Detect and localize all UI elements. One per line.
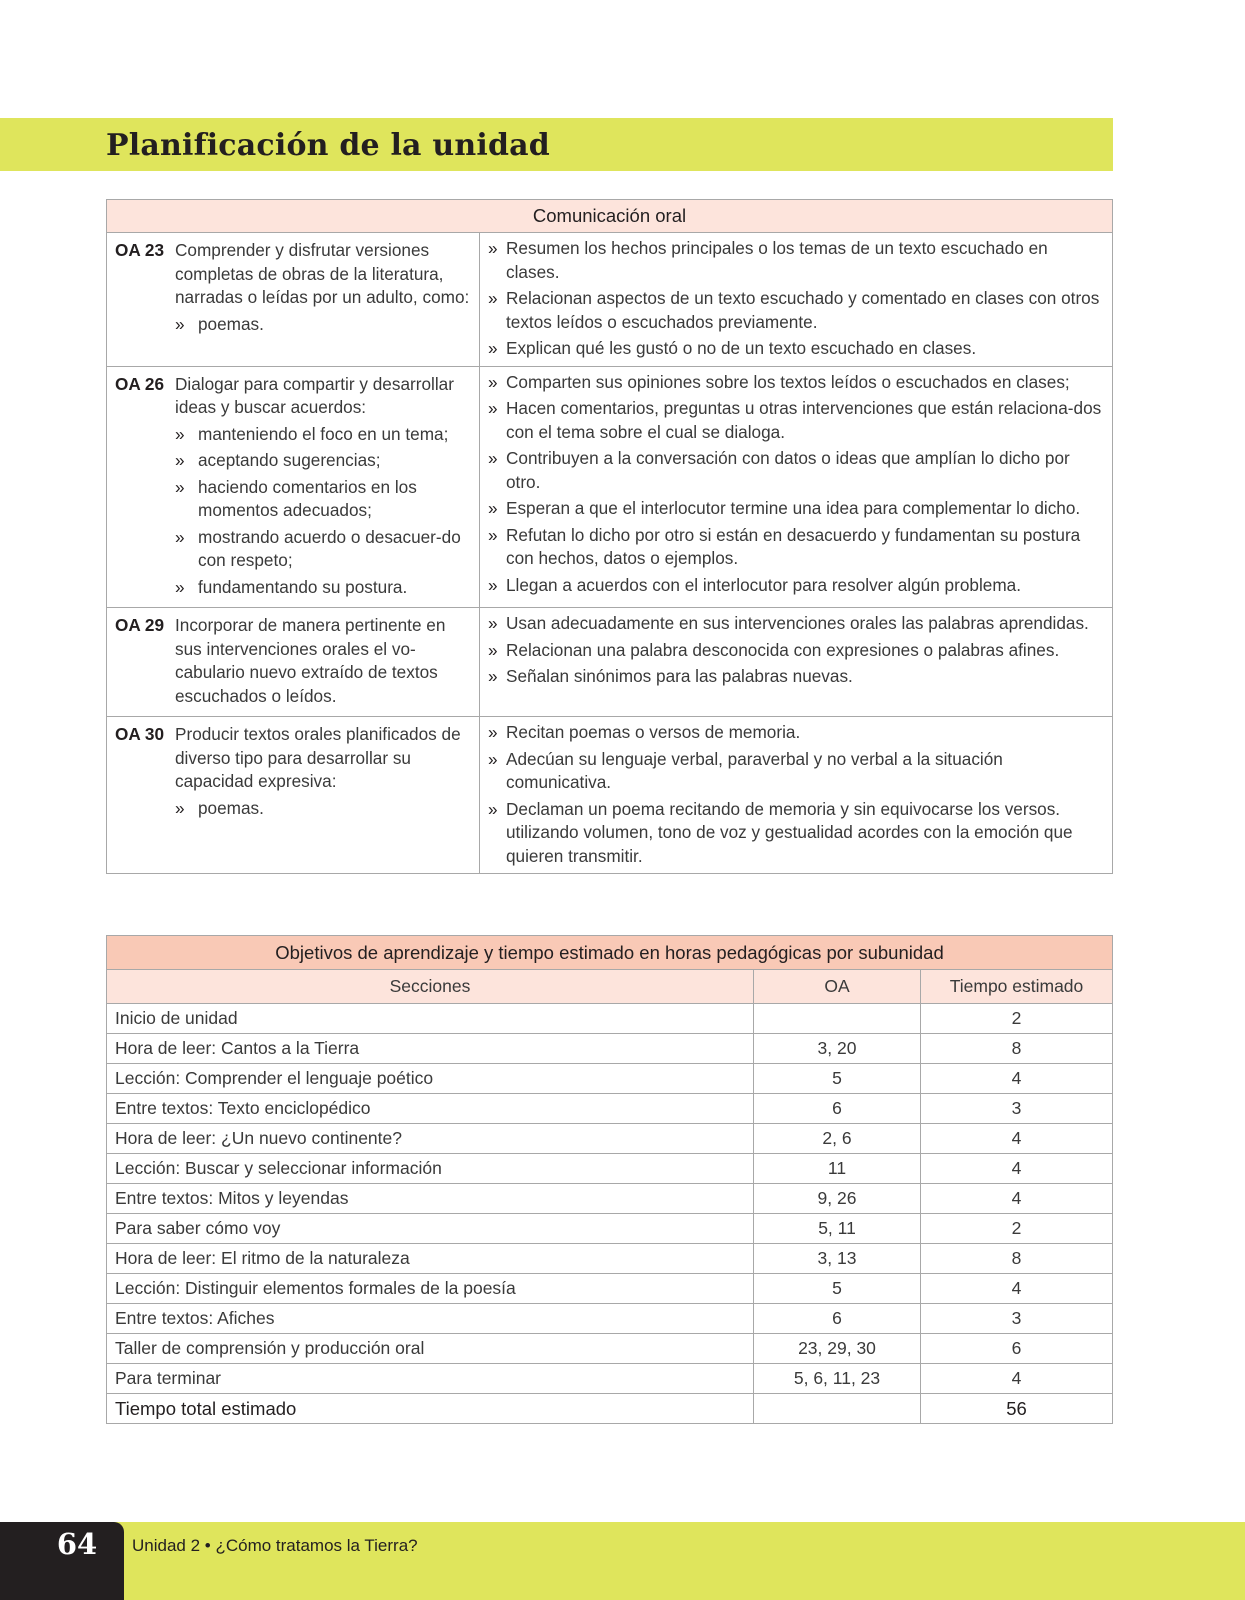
oa-cell: 5: [754, 1064, 921, 1094]
title-band: [0, 118, 1113, 171]
oa-cell: 11: [754, 1154, 921, 1184]
oa-code: OA 30: [115, 724, 165, 744]
table-row: [107, 1064, 1113, 1094]
table-row: [107, 1244, 1113, 1274]
objective-text: Dialogar para compartir y desarrollar ideas y buscar acuerdos:: [175, 373, 454, 417]
objective-cell: [107, 366, 480, 608]
section-cell: Entre textos: Mitos y leyendas: [107, 1184, 754, 1214]
bullet-icon: »: [175, 423, 185, 444]
table-row: [107, 608, 1113, 717]
section-cell: Lección: Comprender el lenguaje poético: [107, 1064, 754, 1094]
table-row: [107, 1034, 1113, 1064]
bullet-icon: »: [488, 574, 498, 595]
total-label: Tiempo total estimado: [107, 1394, 754, 1424]
bullet-icon: »: [488, 338, 498, 358]
time-cell: 3: [921, 1304, 1113, 1334]
bullet-icon: »: [488, 238, 498, 258]
list-item: » Señalan sinónimos para las palabras nuevas.: [488, 665, 1104, 689]
list-item: » Contribuyen a la conversación con datos o ideas que amplían lo dicho por otro.: [488, 447, 1104, 494]
table-row: [107, 233, 1113, 367]
table1-header: Comunicación oral: [107, 200, 1113, 233]
list-item: » manteniendo el foco en un tema;: [175, 423, 471, 447]
list-item: » aceptando sugerencias;: [175, 449, 471, 473]
oa-cell: 3, 13: [754, 1244, 921, 1274]
column-header-oa: OA: [754, 970, 921, 1004]
bullet-icon: »: [488, 498, 498, 518]
list-item: » Esperan a que el interlocutor termine una idea para complementar lo dicho.: [488, 497, 1104, 521]
bullet-icon: »: [488, 613, 498, 633]
oa-cell: 3, 20: [754, 1034, 921, 1064]
table-row: [107, 1184, 1113, 1214]
bullet-icon: »: [488, 524, 498, 545]
indicators-cell: [480, 366, 1113, 608]
time-estimate-table: [106, 935, 1113, 1424]
table-row: [107, 717, 1113, 874]
list-item: » poemas.: [175, 313, 471, 337]
bullet-icon: »: [175, 526, 185, 547]
oa-cell: 5: [754, 1274, 921, 1304]
footer-band: [0, 1522, 1245, 1600]
objective-cell: [107, 717, 480, 874]
section-cell: Lección: Distinguir elementos formales de la poesía: [107, 1274, 754, 1304]
list-item: » Llegan a acuerdos con el interlocutor para resolver algún problema.: [488, 574, 1104, 598]
column-header-sections: Secciones: [107, 970, 754, 1004]
table-row: [107, 1094, 1113, 1124]
section-cell: Taller de comprensión y producción oral: [107, 1334, 754, 1364]
oral-communication-table: [106, 199, 1113, 874]
list-item: » Usan adecuadamente en sus intervenciones orales las palabras aprendidas.: [488, 612, 1104, 636]
indicators-cell: [480, 608, 1113, 717]
bullet-icon: »: [175, 576, 185, 597]
bullet-icon: »: [488, 722, 498, 742]
table-row: [107, 1364, 1113, 1394]
list-item: » Recitan poemas o versos de memoria.: [488, 721, 1104, 745]
table-row: [107, 1334, 1113, 1364]
unit-label: Unidad 2 • ¿Cómo tratamos la Tierra?: [132, 1536, 418, 1555]
objective-cell: [107, 233, 480, 367]
bullet-icon: »: [488, 371, 498, 392]
list-item: » Refutan lo dicho por otro si están en desacuerdo y fundamentan su postura con hechos, datos o ejemplos.: [488, 524, 1104, 571]
table-row: [107, 1154, 1113, 1184]
total-row: [107, 1394, 1113, 1424]
time-cell: 8: [921, 1244, 1113, 1274]
objective-cell: [107, 608, 480, 717]
page-title: Planificación de la unidad: [106, 128, 550, 163]
list-item: » poemas.: [175, 797, 471, 821]
table-row: [107, 1304, 1113, 1334]
list-item: » Declaman un poema recitando de memoria y sin equivocarse los versos. utilizando volumen, tono de voz y gestualidad acordes con la emoción que quieren transmitir.: [488, 798, 1104, 869]
oa-cell: 5, 6, 11, 23: [754, 1364, 921, 1394]
table-row: [107, 366, 1113, 608]
oa-cell: 5, 11: [754, 1214, 921, 1244]
section-cell: Hora de leer: El ritmo de la naturaleza: [107, 1244, 754, 1274]
oa-code: OA 29: [115, 615, 165, 635]
column-header-time: Tiempo estimado: [921, 970, 1113, 1004]
oa-code: OA 26: [115, 373, 165, 394]
bullet-icon: »: [175, 450, 185, 470]
bullet-icon: »: [488, 748, 498, 769]
section-cell: Inicio de unidad: [107, 1004, 754, 1034]
oa-cell: 6: [754, 1304, 921, 1334]
time-cell: 2: [921, 1214, 1113, 1244]
section-cell: Hora de leer: ¿Un nuevo continente?: [107, 1124, 754, 1154]
table-row: [107, 1124, 1113, 1154]
objective-text: Incorporar de manera pertinente en sus intervenciones orales el vo-cabulario nuevo extraído de textos escuchados o leídos.: [175, 615, 446, 706]
total-time: 56: [921, 1394, 1113, 1424]
time-cell: 4: [921, 1364, 1113, 1394]
total-oa: [754, 1394, 921, 1424]
bullet-icon: »: [488, 666, 498, 686]
list-item: » Comparten sus opiniones sobre los textos leídos o escuchados en clases;: [488, 371, 1104, 395]
list-item: » mostrando acuerdo o desacuer-do con respeto;: [175, 526, 471, 573]
section-cell: Lección: Buscar y seleccionar información: [107, 1154, 754, 1184]
time-cell: 4: [921, 1064, 1113, 1094]
table-header-row: [107, 970, 1113, 1004]
table-row: [107, 1274, 1113, 1304]
indicators-cell: [480, 233, 1113, 367]
oa-cell: [754, 1004, 921, 1034]
page-number: 64: [56, 1527, 98, 1561]
list-item: » haciendo comentarios en los momentos adecuados;: [175, 476, 471, 523]
section-cell: Hora de leer: Cantos a la Tierra: [107, 1034, 754, 1064]
list-item: » Relacionan aspectos de un texto escuchado y comentado en clases con otros textos leídos o escuchados previamente.: [488, 287, 1104, 334]
list-item: » fundamentando su postura.: [175, 576, 471, 600]
time-cell: 4: [921, 1124, 1113, 1154]
time-cell: 4: [921, 1154, 1113, 1184]
bullet-icon: »: [488, 398, 498, 418]
time-cell: 4: [921, 1184, 1113, 1214]
list-item: » Resumen los hechos principales o los temas de un texto escuchado en clases.: [488, 237, 1104, 284]
list-item: » Relacionan una palabra desconocida con expresiones o palabras afines.: [488, 639, 1104, 663]
bullet-icon: »: [488, 639, 498, 660]
bullet-icon: »: [175, 797, 185, 818]
list-item: » Hacen comentarios, preguntas u otras intervenciones que están relaciona-dos con el tema sobre el cual se dialoga.: [488, 397, 1104, 444]
time-cell: 4: [921, 1274, 1113, 1304]
section-cell: Para terminar: [107, 1364, 754, 1394]
objective-text: Producir textos orales planificados de diverso tipo para desarrollar su capacidad expresiva:: [175, 724, 461, 791]
section-cell: Para saber cómo voy: [107, 1214, 754, 1244]
section-cell: Entre textos: Afiches: [107, 1304, 754, 1334]
section-cell: Entre textos: Texto enciclopédico: [107, 1094, 754, 1124]
objective-text: Comprender y disfrutar versiones completas de obras de la literatura, narradas o leídas por un adulto, como:: [175, 240, 470, 307]
oa-cell: 6: [754, 1094, 921, 1124]
oa-cell: 23, 29, 30: [754, 1334, 921, 1364]
table2-caption: Objetivos de aprendizaje y tiempo estimado en horas pedagógicas por subunidad: [107, 936, 1113, 970]
bullet-icon: »: [488, 288, 498, 308]
list-item: » Explican qué les gustó o no de un texto escuchado en clases.: [488, 337, 1104, 361]
bullet-icon: »: [175, 476, 185, 497]
time-cell: 2: [921, 1004, 1113, 1034]
table-row: [107, 1004, 1113, 1034]
oa-cell: 2, 6: [754, 1124, 921, 1154]
table-row: [107, 1214, 1113, 1244]
oa-cell: 9, 26: [754, 1184, 921, 1214]
indicators-cell: [480, 717, 1113, 874]
bullet-icon: »: [488, 798, 498, 819]
bullet-icon: »: [488, 448, 498, 468]
bullet-icon: »: [175, 313, 185, 334]
time-cell: 6: [921, 1334, 1113, 1364]
list-item: » Adecúan su lenguaje verbal, paraverbal y no verbal a la situación comunicativa.: [488, 748, 1104, 795]
oa-code: OA 23: [115, 240, 165, 260]
time-cell: 3: [921, 1094, 1113, 1124]
time-cell: 8: [921, 1034, 1113, 1064]
